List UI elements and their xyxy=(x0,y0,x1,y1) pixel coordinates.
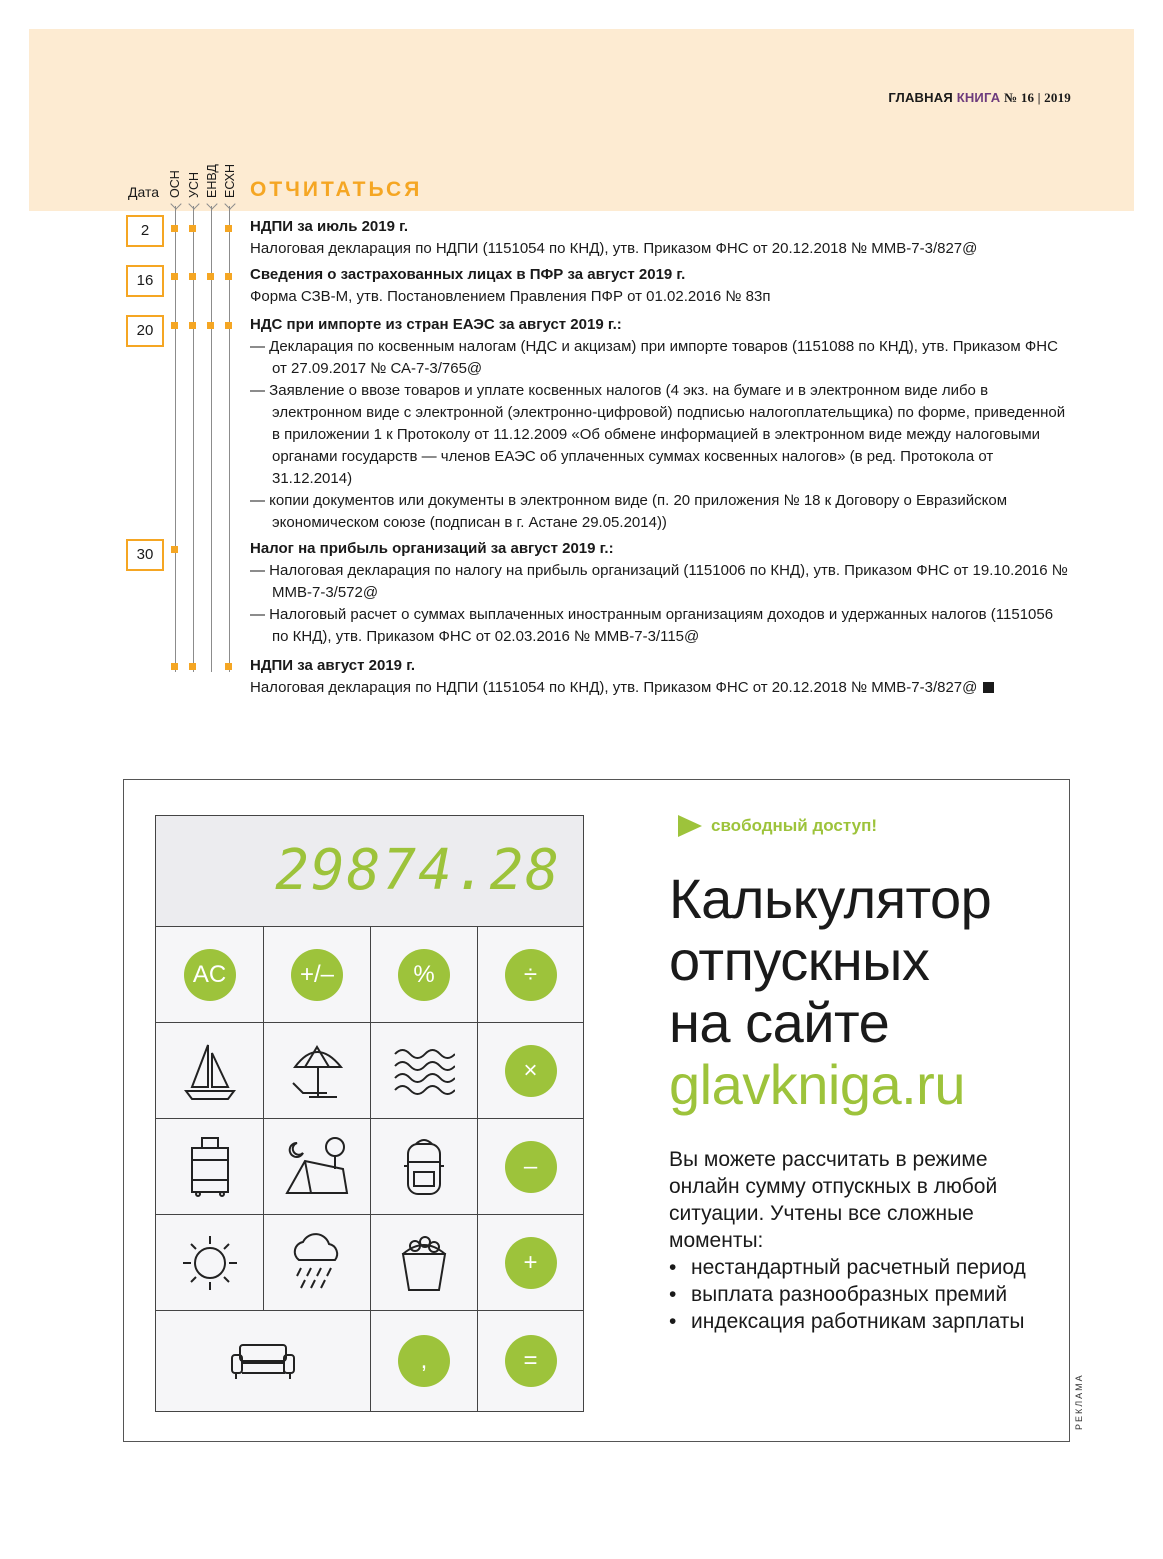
entry-description: Налоговая декларация по НДПИ (1151054 по КНД), утв. Приказом ФНС от 20.12.2018 № ММВ-7-3/827@ xyxy=(250,240,978,257)
plus-button: + xyxy=(505,1237,557,1289)
entry-description-text: Налоговая декларация по НДПИ (1151054 по КНД), утв. Приказом ФНС от 20.12.2018 № ММВ-7-3/827@ xyxy=(250,679,978,696)
ad-title xyxy=(669,868,991,1116)
key-waves xyxy=(371,1023,478,1119)
marker-dot xyxy=(171,322,178,329)
marker-dot xyxy=(225,663,232,670)
entry-description xyxy=(250,677,1070,699)
ad-intro: Вы можете рассчитать в режиме онлайн сумму отпускных в любой ситуации. Учтены все сложные моменты: xyxy=(669,1148,998,1252)
suitcase-icon xyxy=(188,1136,232,1198)
sofa-icon xyxy=(228,1341,298,1381)
backpack-icon xyxy=(400,1136,448,1198)
key-backpack xyxy=(371,1119,478,1215)
tax-col-osn xyxy=(168,160,182,198)
rain-cloud-icon xyxy=(285,1232,349,1294)
marker-dot xyxy=(171,546,178,553)
multiply-button: × xyxy=(505,1045,557,1097)
marker-dot xyxy=(189,663,196,670)
entry-title: НДС при импорте из стран ЕАЭС за август 2019 г.: xyxy=(250,316,622,333)
ad-bullet: • выплата разнообразных премий xyxy=(669,1281,1049,1308)
key-plus xyxy=(478,1215,583,1311)
ad-label: РЕКЛАМА xyxy=(1074,1373,1084,1430)
marker-dot xyxy=(171,663,178,670)
marker-dot xyxy=(171,273,178,280)
key-suitcase xyxy=(156,1119,264,1215)
entry-bullet: — копии документов или документы в электронном виде (п. 20 приложения № 18 к Договору о Евразийском экономическом союзе (подписан в г. Астане 29.05.2014)) xyxy=(250,492,1008,531)
key-minus xyxy=(478,1119,583,1215)
calculator-display xyxy=(156,816,583,927)
advertisement xyxy=(123,779,1070,1442)
tax-col-label: ОСН xyxy=(168,170,182,198)
ad-title-line2: отпускных xyxy=(669,929,930,992)
equals-button: = xyxy=(505,1335,557,1387)
beach-umbrella-icon xyxy=(287,1041,347,1101)
ad-bullet: • нестандартный расчетный период xyxy=(669,1254,1049,1281)
entry-bullet: — Налоговый расчет о суммах выплаченных иностранным организациям доходов и удержанных налогов (1151056 по КНД), утв. Приказом ФНС от 02.03.2016 № ММВ-7-3/115@ xyxy=(250,606,1054,645)
entry xyxy=(250,216,1070,260)
date-box: 30 xyxy=(126,539,164,571)
entry-title: Налог на прибыль организаций за август 2019 г.: xyxy=(250,540,614,557)
marker-dot xyxy=(207,322,214,329)
comma-button: , xyxy=(398,1335,450,1387)
entry-bullet: — Заявление о ввозе товаров и уплате косвенных налогов (4 экз. на бумаге и в электронном виде либо в электронном виде с электронной (электронно-цифровой) подписью налогоплательщика) по форме, приведенной в приложении 1 к Протоколу от 11.12.2009 «Об обмене информацией в электронном виде между налоговыми органами государств — членов ЕАЭС об уплаченных суммах косвенных налогов» (в ред. Протокола от 31.12.2014) xyxy=(250,382,1066,487)
masthead-issue: № 16 | 2019 xyxy=(1004,90,1071,105)
play-icon xyxy=(678,815,702,837)
plus-minus-button: +/– xyxy=(291,949,343,1001)
divide-button: ÷ xyxy=(505,949,557,1001)
date-box: 16 xyxy=(126,265,164,297)
percent-button: % xyxy=(398,949,450,1001)
entry xyxy=(250,655,1070,699)
ad-site-link[interactable]: glavkniga.ru xyxy=(669,1053,965,1116)
entry xyxy=(250,314,1070,534)
sun-icon xyxy=(181,1234,239,1292)
key-equals xyxy=(478,1311,583,1411)
masthead-brand2: КНИГА xyxy=(956,90,1001,105)
marker-dot xyxy=(225,273,232,280)
tax-col-label: УСН xyxy=(187,172,201,198)
tax-col-usn xyxy=(187,160,201,198)
marker-dot xyxy=(189,273,196,280)
ad-text xyxy=(669,1146,1049,1335)
ac-button: AC xyxy=(184,949,236,1001)
ad-title-line3: на сайте xyxy=(669,991,890,1054)
date-column-header: Дата xyxy=(128,184,160,200)
key-camping xyxy=(264,1119,371,1215)
marker-dot xyxy=(225,225,232,232)
masthead-brand1: ГЛАВНАЯ xyxy=(888,90,953,105)
tent-icon xyxy=(283,1135,351,1199)
free-access-label: свободный доступ! xyxy=(711,816,878,835)
display-value: 29874.28 xyxy=(275,838,561,903)
entry xyxy=(250,538,1070,648)
calculator-illustration xyxy=(155,815,584,1412)
ad-bullet: • индексация работникам зарплаты xyxy=(669,1308,1049,1335)
tax-col-label: ЕНВД xyxy=(205,164,219,198)
tax-col-label: ЕСХН xyxy=(223,163,237,198)
key-sun xyxy=(156,1215,264,1311)
entry-title: НДПИ за июль 2019 г. xyxy=(250,218,409,235)
marker-dot xyxy=(189,322,196,329)
key-sailboat xyxy=(156,1023,264,1119)
minus-button: – xyxy=(505,1141,557,1193)
tax-col-eskhn xyxy=(223,160,237,198)
key-divide xyxy=(478,927,583,1023)
marker-dot xyxy=(171,225,178,232)
marker-dot xyxy=(189,225,196,232)
entry xyxy=(250,264,1070,308)
tax-col-envd xyxy=(205,160,219,198)
key-rain xyxy=(264,1215,371,1311)
key-beach-umbrella xyxy=(264,1023,371,1119)
key-sofa xyxy=(156,1311,371,1411)
key-multiply xyxy=(478,1023,583,1119)
entry-bullet: — Налоговая декларация по налогу на прибыль организаций (1151006 по КНД), утв. Приказом ФНС от 19.10.2016 № ММВ-7-3/572@ xyxy=(250,562,1068,601)
sailboat-icon xyxy=(182,1041,238,1101)
marker-dot xyxy=(225,322,232,329)
masthead xyxy=(888,90,1071,106)
ad-title-line1: Калькулятор xyxy=(669,867,992,930)
key-plus-minus xyxy=(264,927,371,1023)
date-box: 2 xyxy=(126,215,164,247)
entry-title: Сведения о застрахованных лицах в ПФР за август 2019 г. xyxy=(250,266,686,283)
date-box: 20 xyxy=(126,315,164,347)
end-mark-icon xyxy=(983,682,994,693)
entry-bullet: — Декларация по косвенным налогам (НДС и акцизам) при импорте товаров (1151088 по КНД), утв. Приказом ФНС от 27.09.2017 № СА-7-3/765@ xyxy=(250,338,1058,377)
key-bucket xyxy=(371,1215,478,1311)
section-title: ОТЧИТАТЬСЯ xyxy=(250,178,423,201)
ad-bullets xyxy=(669,1254,1049,1335)
entry-description: Форма СЗВ-М, утв. Постановлением Правления ПФР от 01.02.2016 № 83п xyxy=(250,288,771,305)
key-ac xyxy=(156,927,264,1023)
marker-dot xyxy=(207,273,214,280)
key-comma xyxy=(371,1311,478,1411)
key-percent xyxy=(371,927,478,1023)
bucket-icon xyxy=(399,1232,449,1294)
entry-title: НДПИ за август 2019 г. xyxy=(250,657,416,674)
waves-icon xyxy=(393,1046,455,1096)
